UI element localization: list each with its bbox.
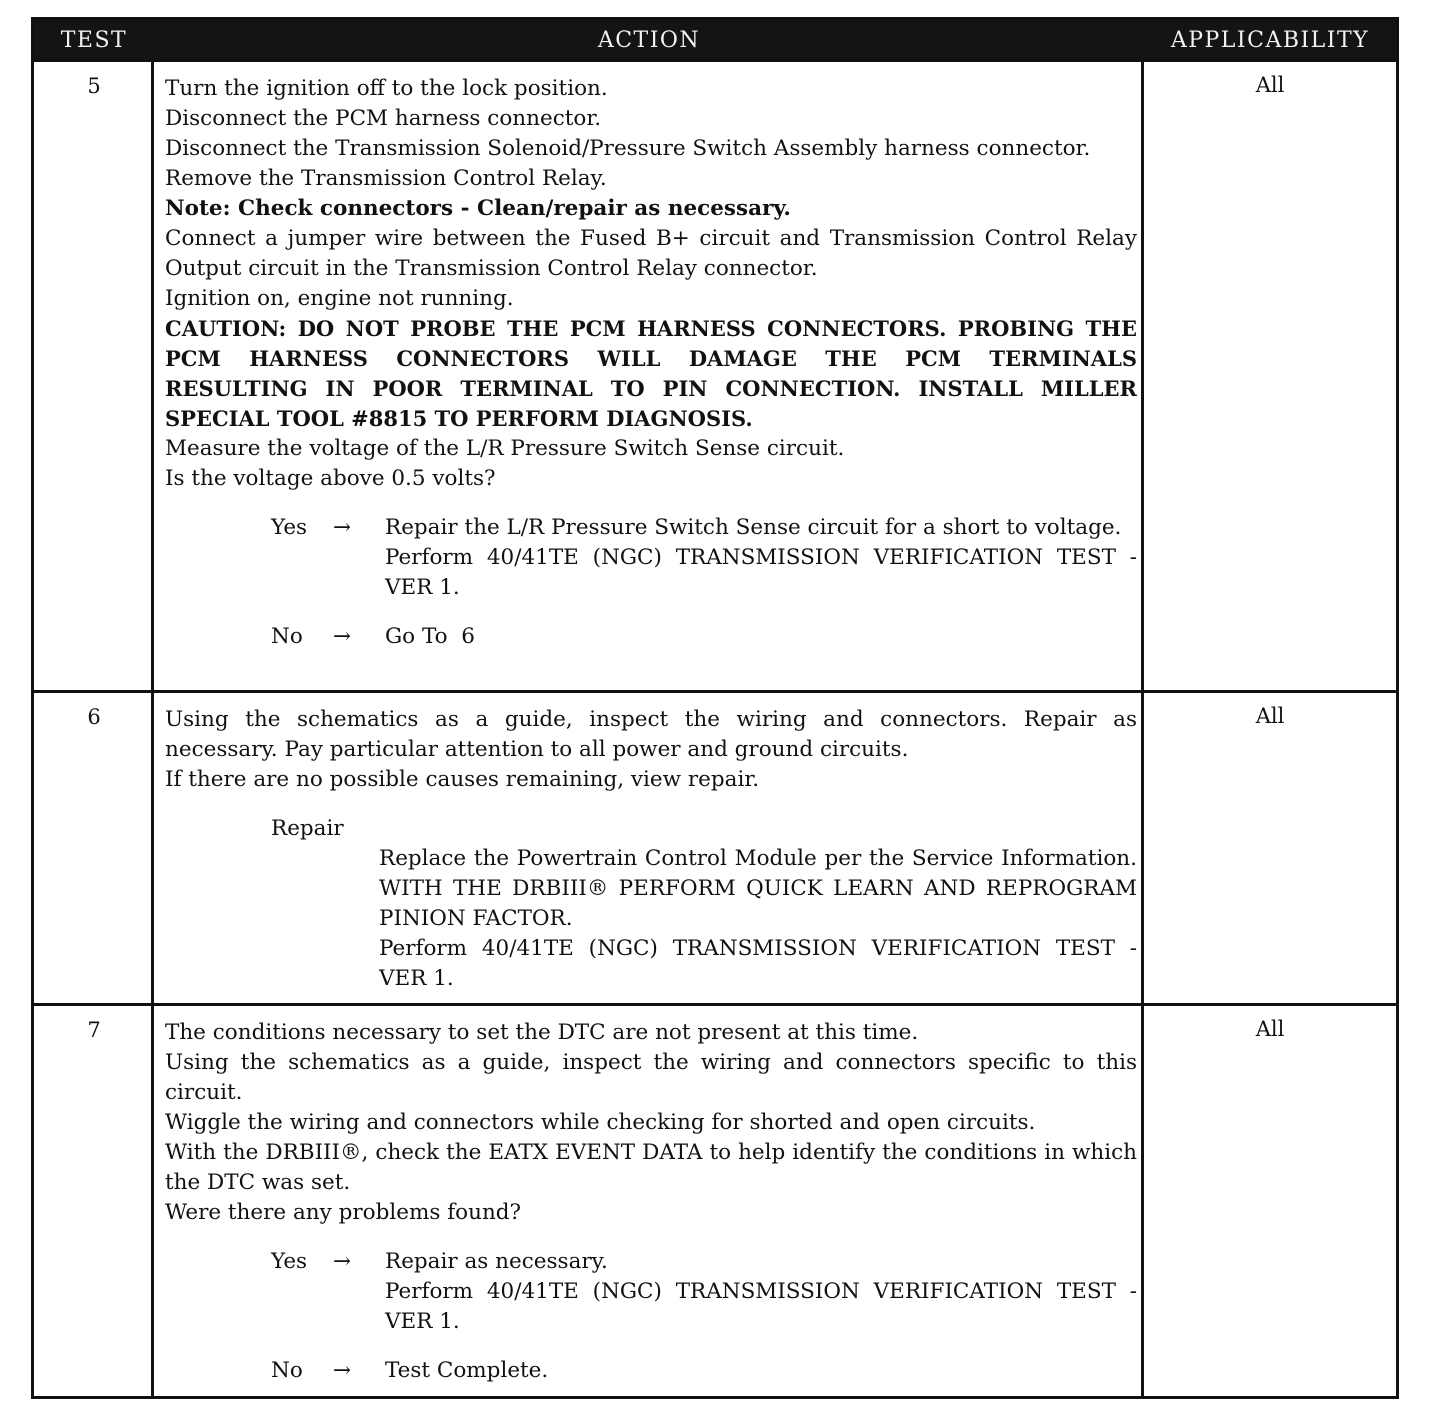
action-line: Connect a jumper wire between the Fused B+ circuit and Transmission Control Relay Output circuit in the Transmission Control Relay connector. <box>165 226 1137 281</box>
arrow-right-icon: → <box>333 624 352 649</box>
action-line: The conditions necessary to set the DTC are not present at this time. <box>165 1020 919 1045</box>
caution-text: CAUTION: DO NOT PROBE THE PCM HARNESS CONNECTORS. PROBING THE PCM HARNESS CONNECTORS WILL DAMAGE THE PCM TERMINALS RESULTING IN POOR TERMINAL TO PIN CONNECTION. INSTALL MILLER SPECIAL TOOL #8815 TO PERFORM DIAGNOSIS. <box>165 316 1137 431</box>
action-line: If there are no possible causes remaining, view repair. <box>165 767 760 792</box>
action-cell <box>165 705 1137 994</box>
action-line: Remove the Transmission Control Relay. <box>165 166 607 191</box>
applicability-cell: All <box>1255 73 1285 97</box>
note-text: Note: Check connectors - Clean/repair as necessary. <box>165 196 791 221</box>
action-cell <box>165 1018 1137 1386</box>
header-applicability: APPLICABILITY <box>1170 28 1370 53</box>
repair-line: Perform 40/41TE (NGC) TRANSMISSION VERIFICATION TEST - VER 1. <box>379 936 1137 991</box>
table-header <box>34 20 1396 62</box>
result-yes <box>271 513 1137 603</box>
action-line: Is the voltage above 0.5 volts? <box>165 466 496 491</box>
result-line: Repair as necessary. <box>385 1249 608 1274</box>
action-cell <box>165 74 1137 652</box>
test-number: 7 <box>87 1018 101 1042</box>
arrow-right-icon: → <box>333 515 352 540</box>
result-line: Perform 40/41TE (NGC) TRANSMISSION VERIFICATION TEST - VER 1. <box>385 1279 1137 1334</box>
action-line: Disconnect the Transmission Solenoid/Pressure Switch Assembly harness connector. <box>165 136 1091 161</box>
yes-label: Yes <box>271 1249 308 1274</box>
result-yes <box>271 1247 1137 1337</box>
result-line: Test Complete. <box>385 1358 549 1383</box>
header-test: TEST <box>60 28 128 53</box>
no-label: No <box>271 1358 303 1383</box>
action-line: Measure the voltage of the L/R Pressure Switch Sense circuit. <box>165 436 845 461</box>
action-line: Wiggle the wiring and connectors while checking for shorted and open circuits. <box>165 1110 1036 1135</box>
test-number: 5 <box>87 74 101 98</box>
action-line: Turn the ignition off to the lock position. <box>165 76 608 101</box>
action-line: Using the schematics as a guide, inspect the wiring and connectors. Repair as necessary. Pay particular attention to all power and ground circuits. <box>165 707 1137 762</box>
result-no <box>271 1356 1137 1386</box>
table-row-test-7 <box>34 1006 1396 1396</box>
result-no <box>271 622 1137 652</box>
test-number: 6 <box>87 705 101 729</box>
action-line: Disconnect the PCM harness connector. <box>165 106 602 131</box>
yes-label: Yes <box>271 515 308 540</box>
action-line: With the DRBIII®, check the EATX EVENT DATA to help identify the conditions in which the DTC was set. <box>165 1140 1137 1195</box>
result-line: Go To 6 <box>385 624 475 649</box>
arrow-right-icon: → <box>333 1249 352 1274</box>
result-line: Repair the L/R Pressure Switch Sense circuit for a short to voltage. <box>385 515 1122 540</box>
repair-label: Repair <box>271 816 344 841</box>
action-line: Using the schematics as a guide, inspect the wiring and connectors specific to this circuit. <box>165 1050 1137 1105</box>
diagnostic-table <box>31 17 1399 1399</box>
table-row-test-5 <box>34 62 1396 690</box>
no-label: No <box>271 624 303 649</box>
action-line: Were there any problems found? <box>165 1200 522 1225</box>
applicability-cell: All <box>1255 704 1285 728</box>
applicability-cell: All <box>1255 1017 1285 1041</box>
table-row-test-6 <box>34 693 1396 1003</box>
arrow-right-icon: → <box>333 1358 352 1383</box>
header-action: ACTION <box>597 28 701 53</box>
repair-body <box>379 844 1137 994</box>
result-line: Perform 40/41TE (NGC) TRANSMISSION VERIFICATION TEST - VER 1. <box>385 545 1137 600</box>
action-line: Ignition on, engine not running. <box>165 286 514 311</box>
repair-line: Replace the Powertrain Control Module per the Service Information. WITH THE DRBIII® PERFORM QUICK LEARN AND REPROGRAM PINION FACTOR. <box>379 846 1137 931</box>
